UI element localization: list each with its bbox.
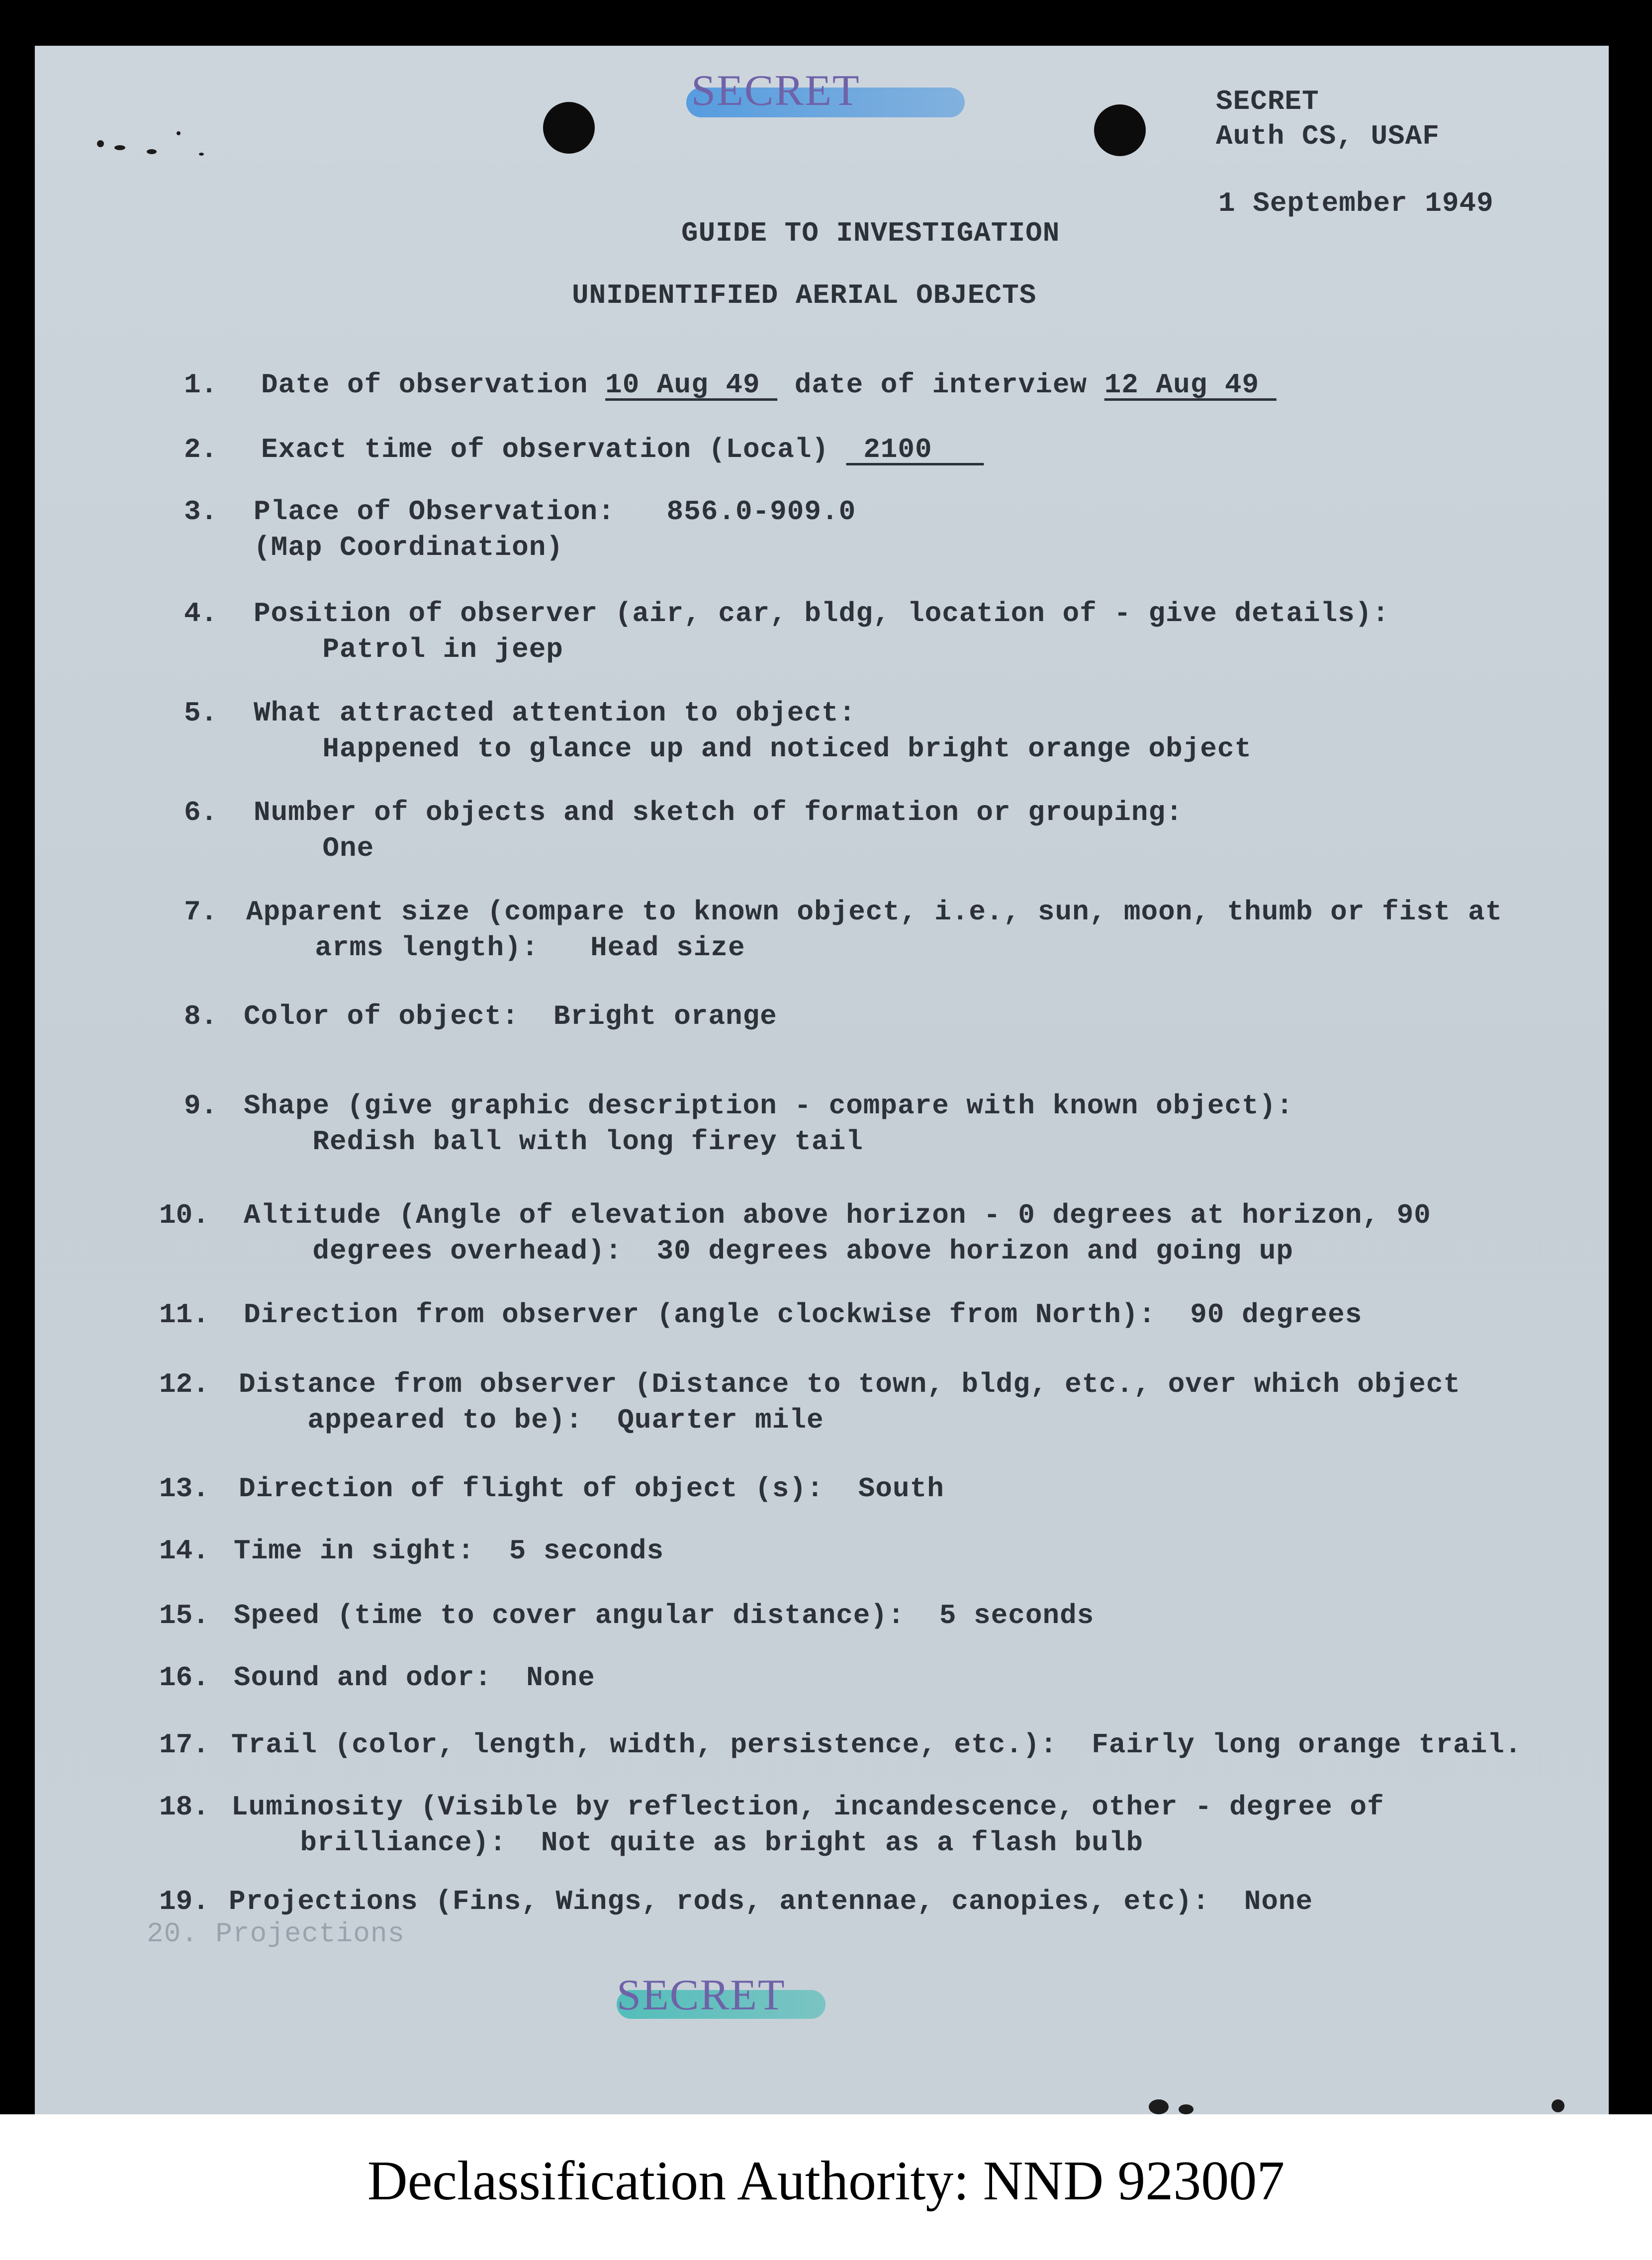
speck xyxy=(177,131,181,135)
typed-text: Color of object: Bright orange xyxy=(244,1000,777,1032)
edge-tear xyxy=(1552,2099,1564,2112)
typed-text: Trail (color, length, width, persistence, etc.): Fairly long orange trail. xyxy=(231,1729,1522,1761)
item-question xyxy=(244,1090,1293,1122)
item-answer xyxy=(254,733,1252,765)
item-number: 17. xyxy=(159,1729,209,1761)
typed-text: Happened to glance up and noticed bright orange object xyxy=(254,733,1252,765)
typed-text: date of interview xyxy=(777,369,1104,401)
item-number: 15. xyxy=(159,1600,209,1631)
item-answer xyxy=(254,633,563,665)
item-number: 7. xyxy=(184,896,218,928)
item-number: 8. xyxy=(184,1000,218,1032)
typed-text: What attracted attention to object: xyxy=(254,697,856,729)
item-number: 2. xyxy=(184,434,218,465)
item-number: 5. xyxy=(184,697,218,729)
item-number: 9. xyxy=(184,1090,218,1122)
typed-text: brilliance): Not quite as bright as a flash bulb xyxy=(231,1827,1144,1859)
speck xyxy=(147,149,157,154)
item-number: 19. xyxy=(159,1886,209,1917)
item-question xyxy=(244,1299,1362,1331)
stamp-secret-top: SECRET xyxy=(691,67,860,115)
typed-text: Luminosity (Visible by reflection, incandescence, other - degree of xyxy=(231,1791,1384,1823)
speck xyxy=(199,153,204,156)
document-date: 1 September 1949 xyxy=(1218,187,1494,219)
typed-text: Patrol in jeep xyxy=(254,633,563,665)
item-question xyxy=(239,1473,944,1505)
item-answer xyxy=(244,1126,863,1158)
typed-text: Redish ball with long firey tail xyxy=(244,1126,863,1158)
item-number: 1. xyxy=(184,369,218,401)
item-number: 16. xyxy=(159,1662,209,1694)
item-question xyxy=(261,369,1277,401)
typed-text: Time in sight: 5 seconds xyxy=(234,1535,664,1567)
item-number: 12. xyxy=(159,1368,209,1400)
typed-text: Direction from observer (angle clockwise from North): 90 degrees xyxy=(244,1299,1363,1331)
typed-text: Exact time of observation (Local) xyxy=(261,434,846,465)
item-number: 4. xyxy=(184,598,218,630)
filled-value: 12 Aug 49 xyxy=(1104,369,1277,401)
typed-text: One xyxy=(254,832,374,864)
item-question xyxy=(234,1662,595,1694)
typed-text: Projections (Fins, Wings, rods, antennae, canopies, etc): None xyxy=(229,1886,1313,1917)
faint-next-item: 20. Projections xyxy=(147,1918,405,1950)
item-question xyxy=(246,896,1502,928)
typed-text: appeared to be): Quarter mile xyxy=(239,1404,824,1436)
typed-text: Altitude (Angle of elevation above horizon - 0 degrees at horizon, 90 xyxy=(244,1199,1431,1231)
item-answer xyxy=(244,1235,1293,1267)
typed-text: Apparent size (compare to known object, i.e., sun, moon, thumb or fist at xyxy=(246,896,1503,928)
document-title: GUIDE TO INVESTIGATION xyxy=(681,217,1060,249)
item-question xyxy=(231,1729,1522,1761)
classification-label: SECRET xyxy=(1216,86,1319,117)
typed-text: Place of Observation: 856.0-909.0 xyxy=(254,496,856,528)
typed-text: Date of observation xyxy=(261,369,606,401)
item-question xyxy=(244,1000,777,1032)
item-question xyxy=(234,1600,1094,1631)
item-answer xyxy=(231,1827,1143,1859)
authority-label: Auth CS, USAF xyxy=(1216,120,1440,152)
item-question xyxy=(254,598,1389,630)
filled-value: 2100 xyxy=(846,434,984,465)
punch-hole-left xyxy=(543,102,595,154)
item-question xyxy=(254,496,856,528)
item-answer xyxy=(239,1404,824,1436)
typed-text: Distance from observer (Distance to town, bldg, etc., over which object xyxy=(239,1368,1461,1400)
item-number: 3. xyxy=(184,496,218,528)
typed-text: degrees overhead): 30 degrees above horizon and going up xyxy=(244,1235,1293,1267)
declassification-authority: Declassification Authority: NND 923007 xyxy=(367,2150,1285,2212)
edge-tear xyxy=(1179,2104,1193,2114)
typed-text: Position of observer (air, car, bldg, location of - give details): xyxy=(254,598,1389,630)
filled-value: 10 Aug 49 xyxy=(605,369,778,401)
item-number: 6. xyxy=(184,797,218,828)
typed-text: Number of objects and sketch of formation or grouping: xyxy=(254,797,1183,828)
item-question xyxy=(254,697,856,729)
typed-text: arms length): Head size xyxy=(246,932,745,964)
item-number: 11. xyxy=(159,1299,209,1331)
typed-text: (Map Coordination) xyxy=(254,532,563,563)
speck xyxy=(97,140,104,147)
stamp-secret-bottom: SECRET xyxy=(617,1971,786,2019)
edge-tear xyxy=(1149,2099,1169,2114)
document-subtitle: UNIDENTIFIED AERIAL OBJECTS xyxy=(572,279,1037,311)
item-question xyxy=(234,1535,664,1567)
typed-text: Sound and odor: None xyxy=(234,1662,595,1694)
item-answer xyxy=(254,532,563,563)
typed-text: Direction of flight of object (s): South xyxy=(239,1473,944,1505)
item-question xyxy=(261,434,984,465)
item-number: 13. xyxy=(159,1473,209,1505)
item-question xyxy=(254,797,1183,828)
item-question xyxy=(231,1791,1384,1823)
item-question xyxy=(239,1368,1461,1400)
speck xyxy=(114,145,125,150)
document-page xyxy=(35,46,1609,2114)
item-number: 10. xyxy=(159,1199,209,1231)
item-answer xyxy=(254,832,374,864)
typed-text: Shape (give graphic description - compare with known object): xyxy=(244,1090,1293,1122)
declassification-footer xyxy=(0,2114,1652,2260)
item-number: 14. xyxy=(159,1535,209,1567)
punch-hole-right xyxy=(1094,104,1146,156)
item-number: 18. xyxy=(159,1791,209,1823)
item-question xyxy=(244,1199,1431,1231)
item-question xyxy=(229,1886,1313,1917)
item-answer xyxy=(246,932,745,964)
typed-text: Speed (time to cover angular distance): 5 seconds xyxy=(234,1600,1095,1631)
